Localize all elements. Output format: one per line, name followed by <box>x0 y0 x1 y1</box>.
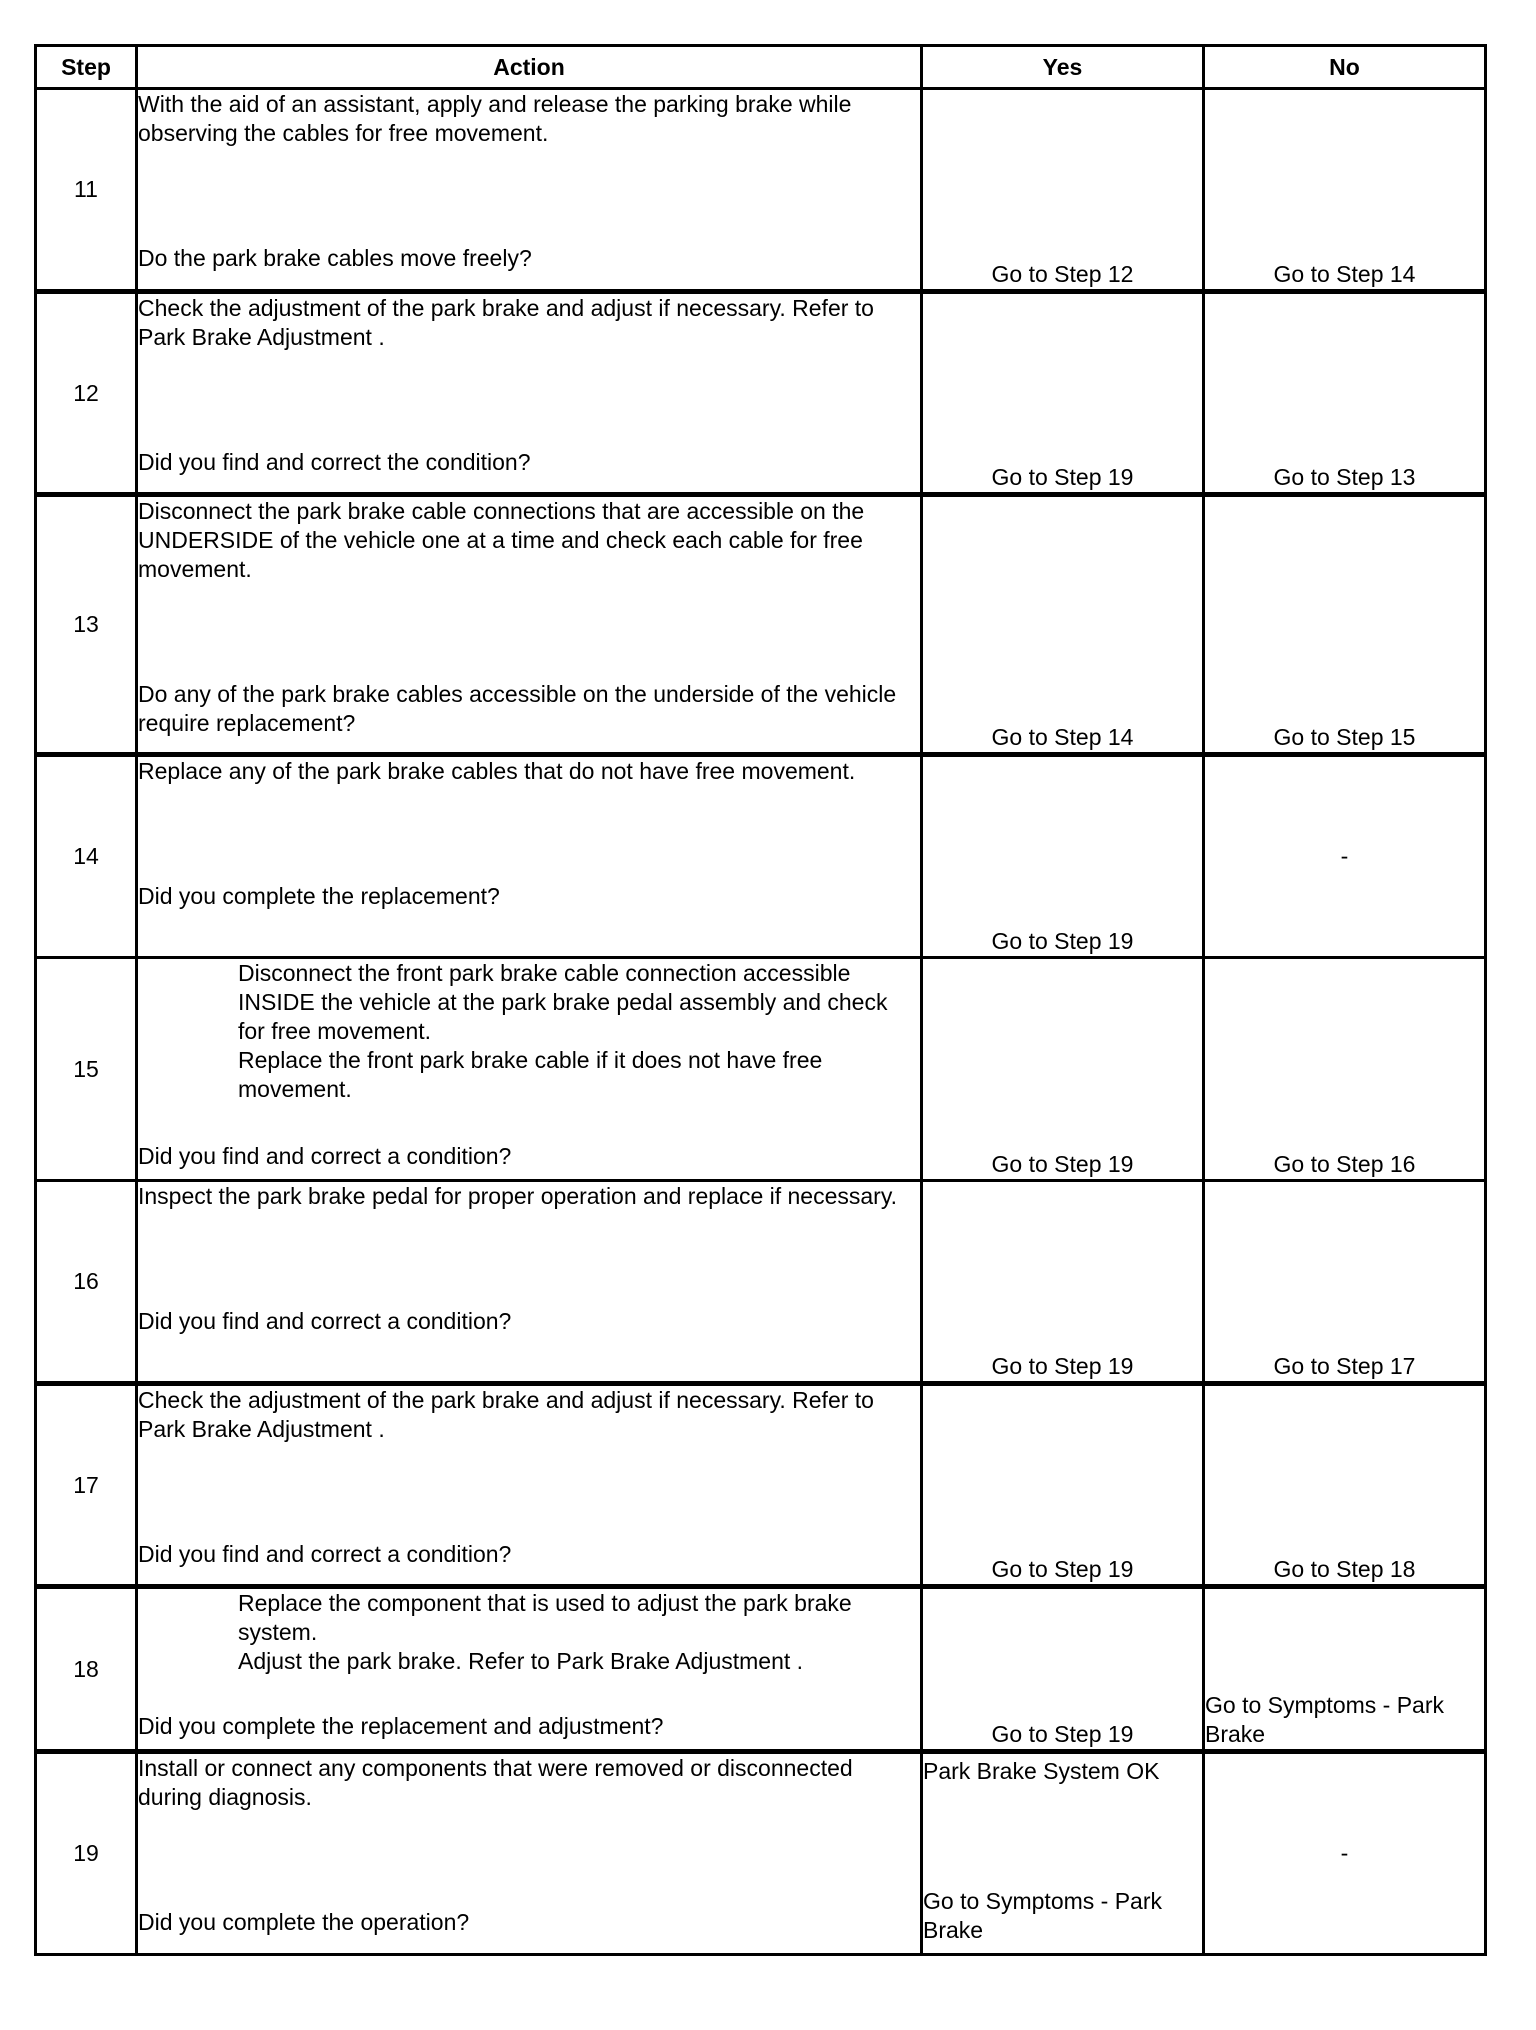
yes-cell: Go to Step 12 <box>922 89 1204 292</box>
yes-cell: Go to Step 19 <box>922 1181 1204 1384</box>
action-cell <box>137 958 922 1181</box>
table-row <box>36 495 1486 755</box>
action-cell <box>137 1181 922 1384</box>
header-yes: Yes <box>922 46 1204 89</box>
table-row <box>36 1384 1486 1587</box>
step-number: 19 <box>36 1752 137 1955</box>
action-text: Disconnect the front park brake cable connection accessible INSIDE the vehicle at the park brake pedal assembly and check for free movement. <box>238 960 888 1044</box>
step-number: 17 <box>36 1384 137 1587</box>
step-number: 12 <box>36 292 137 495</box>
no-cell: Go to Step 13 <box>1204 292 1486 495</box>
yes-outcome-ok: Park Brake System OK <box>923 1758 1160 1784</box>
step-number: 11 <box>36 89 137 292</box>
action-text: With the aid of an assistant, apply and release the parking brake while observing the cables for free movement. <box>138 91 852 146</box>
action-text: Disconnect the park brake cable connections that are accessible on the UNDERSIDE of the vehicle one at a time and check each cable for free movement. <box>138 498 865 582</box>
question-text: Did you complete the operation? <box>138 1909 470 1935</box>
question-text: Did you find and correct the condition? <box>138 449 531 475</box>
table-row <box>36 755 1486 958</box>
question-text: Do the park brake cables move freely? <box>138 245 532 271</box>
action-cell <box>137 1384 922 1587</box>
step-number: 18 <box>36 1587 137 1752</box>
header-no: No <box>1204 46 1486 89</box>
yes-cell: Go to Step 19 <box>922 755 1204 958</box>
question-text: Did you complete the replacement and adjustment? <box>138 1713 664 1739</box>
step-number: 15 <box>36 958 137 1181</box>
header-action: Action <box>137 46 922 89</box>
action-cell <box>137 1752 922 1955</box>
step-number: 16 <box>36 1181 137 1384</box>
action-text-2: Adjust the park brake. Refer to Park Brake Adjustment . <box>238 1648 804 1674</box>
step-number: 14 <box>36 755 137 958</box>
action-text: Replace any of the park brake cables that do not have free movement. <box>138 758 856 784</box>
no-cell: Go to Step 15 <box>1204 495 1486 755</box>
no-cell: Go to Step 14 <box>1204 89 1486 292</box>
action-cell <box>137 1587 922 1752</box>
header-row <box>36 46 1486 89</box>
diagnostic-table <box>34 44 1487 1956</box>
no-cell: Go to Step 18 <box>1204 1384 1486 1587</box>
question-text: Did you find and correct a condition? <box>138 1308 512 1334</box>
yes-cell: Go to Step 14 <box>922 495 1204 755</box>
question-text: Did you find and correct a condition? <box>138 1143 512 1169</box>
table-row <box>36 1587 1486 1752</box>
header-step: Step <box>36 46 137 89</box>
action-text: Check the adjustment of the park brake and adjust if necessary. Refer to Park Brake Adjustment . <box>138 1387 874 1442</box>
action-text: Replace the component that is used to adjust the park brake system. <box>238 1590 852 1645</box>
no-cell: Go to Step 17 <box>1204 1181 1486 1384</box>
action-cell <box>137 495 922 755</box>
action-text: Install or connect any components that were removed or disconnected during diagnosis. <box>138 1755 853 1810</box>
yes-cell: Go to Step 19 <box>922 958 1204 1181</box>
table-row <box>36 958 1486 1181</box>
action-text: Check the adjustment of the park brake and adjust if necessary. Refer to Park Brake Adjustment . <box>138 295 874 350</box>
yes-cell <box>922 1752 1204 1955</box>
yes-cell: Go to Step 19 <box>922 1384 1204 1587</box>
no-cell: - <box>1204 755 1486 958</box>
action-text-2: Replace the front park brake cable if it does not have free movement. <box>238 1047 823 1102</box>
no-cell: - <box>1204 1752 1486 1955</box>
yes-cell: Go to Step 19 <box>922 1587 1204 1752</box>
question-text: Do any of the park brake cables accessible on the underside of the vehicle require replacement? <box>138 681 897 736</box>
table-row <box>36 1752 1486 1955</box>
yes-outcome-symptoms: Go to Symptoms - Park Brake <box>923 1888 1163 1943</box>
table-row <box>36 292 1486 495</box>
no-cell: Go to Step 16 <box>1204 958 1486 1181</box>
question-text: Did you find and correct a condition? <box>138 1541 512 1567</box>
table-row <box>36 1181 1486 1384</box>
action-cell <box>137 755 922 958</box>
action-cell <box>137 89 922 292</box>
no-cell: Go to Symptoms - Park Brake <box>1204 1587 1486 1752</box>
question-text: Did you complete the replacement? <box>138 883 500 909</box>
action-text: Inspect the park brake pedal for proper operation and replace if necessary. <box>138 1183 898 1209</box>
action-cell <box>137 292 922 495</box>
step-number: 13 <box>36 495 137 755</box>
yes-cell: Go to Step 19 <box>922 292 1204 495</box>
table-row <box>36 89 1486 292</box>
